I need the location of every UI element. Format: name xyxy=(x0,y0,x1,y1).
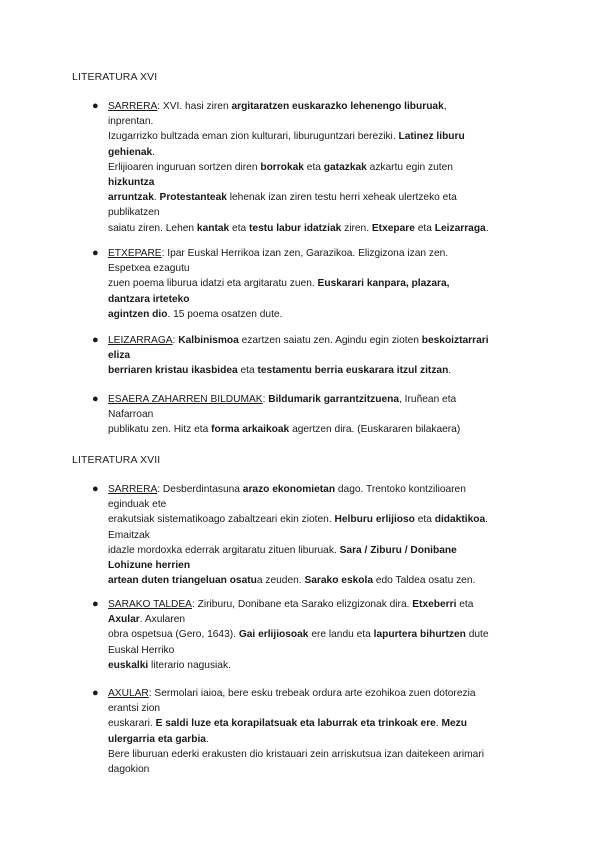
bold-term: Mezu xyxy=(441,718,467,730)
bold-term: arruntzak xyxy=(108,192,154,204)
text-run: Emaitzak xyxy=(108,529,150,541)
text-line xyxy=(108,348,528,363)
text-run: azkartu egin zuten xyxy=(366,161,453,173)
text-run: Nafarroan xyxy=(108,409,154,421)
text-line xyxy=(108,129,528,144)
text-line xyxy=(108,392,528,407)
bold-term: Etxepare xyxy=(371,222,415,234)
text-run: . xyxy=(435,718,442,730)
text-run: lehenak izan ziren testu herri xeheak ulertzeko eta xyxy=(226,192,457,204)
item-title: LEIZARRAGA xyxy=(108,335,173,346)
text-run: . Axularen xyxy=(139,614,186,626)
text-line xyxy=(108,747,528,762)
text-run: agertzen dira. (Euskararen bilakaera) xyxy=(289,424,461,436)
bold-term: arazo ekonomietan xyxy=(242,484,336,495)
section-heading: LITERATURA XVI xyxy=(72,71,158,83)
text-line xyxy=(108,276,528,291)
text-run: erakutsiak sistematikoago zabaltzeari ekin zioten. xyxy=(108,514,335,526)
text-run: eta xyxy=(229,222,250,234)
text-run: , xyxy=(443,101,447,112)
text-run: Erlijioaren inguruan sortzen diren xyxy=(108,161,261,173)
text-run: : xyxy=(172,335,179,346)
text-run: eta xyxy=(414,514,435,526)
text-run: eginduak ete xyxy=(108,499,167,511)
bullet-icon: ● xyxy=(92,247,99,259)
text-run: literario nagusiak. xyxy=(148,659,231,671)
bullet-icon: ● xyxy=(92,483,99,495)
text-line xyxy=(108,246,528,261)
text-line xyxy=(108,307,528,322)
text-run: Bere liburuan ederki erakusten dio kristauari zein arriskutsua izan daitekeen arimari xyxy=(108,748,484,760)
list-item xyxy=(92,99,528,236)
text-line xyxy=(108,701,528,716)
bold-term: Bildumarik garrantzitzuena xyxy=(268,394,400,405)
bold-term: Euskarari kanpara, plazara, xyxy=(317,278,450,290)
text-run: dute xyxy=(465,629,489,641)
bold-term: beskoiztarrari xyxy=(421,335,489,346)
text-line xyxy=(108,762,528,777)
bold-term: Lohizune herrien xyxy=(108,560,191,572)
bold-term: gatazkak xyxy=(323,161,367,173)
bold-term: E saldi luze eta korapilatsuak eta laburrak eta trinkoak ere xyxy=(155,718,436,730)
item-title: ESAERA ZAHARREN BILDUMAK xyxy=(108,394,263,405)
text-run: ere landu eta xyxy=(308,629,374,641)
text-line xyxy=(108,543,528,558)
text-run: ziren. xyxy=(341,222,372,234)
text-line xyxy=(108,422,528,437)
text-run: : Ziriburu, Donibane eta Sarako elizgizonak dira. xyxy=(191,599,413,610)
item-title: SARRERA xyxy=(108,101,158,112)
text-line xyxy=(108,99,528,114)
bullet-icon: ● xyxy=(92,334,99,346)
text-run: : XVI. hasi ziren xyxy=(157,101,232,112)
text-line xyxy=(108,643,528,658)
bold-term: dantzara irteteko xyxy=(108,293,190,305)
text-run: obra ospetsua (Gero, 1643). xyxy=(108,629,239,641)
text-line xyxy=(108,612,528,627)
text-run: inprentan. xyxy=(108,116,154,128)
bold-term: eliza xyxy=(108,350,131,362)
section-heading: LITERATURA XVII xyxy=(72,454,161,466)
list-item xyxy=(92,482,528,588)
text-line xyxy=(108,221,528,236)
bold-term: Latinez liburu xyxy=(398,131,465,143)
bold-term: Leizarraga xyxy=(434,222,486,234)
bullet-icon: ● xyxy=(92,100,99,112)
text-line xyxy=(108,686,528,701)
text-run: publikatu zen. Hitz eta xyxy=(108,424,212,436)
bold-term: Gai erlijiosoak xyxy=(238,629,309,641)
text-run: edo Taldea osatu zen. xyxy=(373,575,476,587)
bold-term: argitaratzen euskarazko lehenengo liburuak xyxy=(231,101,444,112)
text-run: dagokion xyxy=(108,764,150,776)
bold-term: euskalki xyxy=(108,659,149,671)
bullet-icon: ● xyxy=(92,687,99,699)
text-run: publikatzen xyxy=(108,207,160,219)
text-line xyxy=(108,145,528,160)
bold-term: forma arkaikoak xyxy=(211,424,290,436)
list-item xyxy=(92,597,528,673)
bold-term: Sara / Ziburu / Donibane xyxy=(339,544,457,556)
text-run: Izugarrizko bultzada eman zion kulturari, liburuguntzari bereziki. xyxy=(108,131,399,143)
text-run: a zeuden. xyxy=(256,575,305,587)
text-run: idazle mordoxka ederrak argitaratu zituen liburuak. xyxy=(108,544,340,556)
text-line xyxy=(108,114,528,129)
item-title: ETXEPARE xyxy=(108,248,162,259)
bold-term: hizkuntza xyxy=(108,177,155,189)
text-line xyxy=(108,190,528,205)
text-run: Espetxea ezagutu xyxy=(108,263,190,275)
list-item xyxy=(92,333,528,379)
text-run: . 15 poema osatzen dute. xyxy=(167,308,283,320)
text-line xyxy=(108,558,528,573)
list-item xyxy=(92,686,528,777)
text-run: ezartzen saiatu zen. Agindu egin zioten xyxy=(238,335,422,346)
bold-term: ulergarria eta garbia xyxy=(108,733,206,745)
bold-term: lapurtera bihurtzen xyxy=(373,629,466,641)
bold-term: testu labur idatziak xyxy=(249,222,342,234)
text-run: eta xyxy=(456,599,474,610)
bold-term: artean duten triangeluan osatu xyxy=(108,575,257,587)
text-line xyxy=(108,497,528,512)
bold-term: testamentu berria euskarara itzul zitzan xyxy=(257,365,449,377)
text-line xyxy=(108,175,528,190)
text-run: . xyxy=(485,514,488,526)
text-run: erantsi zion xyxy=(108,703,161,715)
text-line xyxy=(108,363,528,378)
text-run: saiatu ziren. Lehen xyxy=(108,222,197,234)
text-run: : Desberdintasuna xyxy=(157,484,243,495)
bold-term: Axular xyxy=(108,614,140,626)
bullet-icon: ● xyxy=(92,393,99,405)
text-line xyxy=(108,407,528,422)
text-line xyxy=(108,597,528,612)
text-line xyxy=(108,716,528,731)
text-run: euskarari. xyxy=(108,718,156,730)
text-line xyxy=(108,512,528,527)
text-line xyxy=(108,292,528,307)
text-run: dago. Trentoko kontzilioaren xyxy=(335,484,466,495)
text-line xyxy=(108,658,528,673)
text-run: : Sermolari iaioa, bere esku trebeak ordura arte ezohikoa zuen dotorezia xyxy=(148,688,476,699)
bold-term: gehienak xyxy=(108,146,153,158)
text-line xyxy=(108,732,528,747)
text-run: eta xyxy=(303,161,324,173)
text-line xyxy=(108,205,528,220)
bold-term: berriaren kristau ikasbidea xyxy=(108,365,238,377)
bold-term: didaktikoa xyxy=(434,514,486,526)
text-run: . xyxy=(153,192,160,204)
bold-term: Kalbinismoa xyxy=(178,335,239,346)
text-run: . xyxy=(152,146,156,158)
text-line xyxy=(108,528,528,543)
text-line xyxy=(108,482,528,497)
bold-term: Helburu erlijioso xyxy=(334,514,415,526)
text-run: : xyxy=(262,394,269,405)
text-run: Euskal Herriko xyxy=(108,644,175,656)
text-run: . xyxy=(485,222,489,234)
text-run: zuen poema liburua idatzi eta argitaratu zuen. xyxy=(108,278,318,290)
bold-term: Etxeberri xyxy=(412,599,457,610)
bullet-icon: ● xyxy=(92,598,99,610)
bold-term: Sarako eskola xyxy=(304,575,373,587)
text-line xyxy=(108,573,528,588)
text-line xyxy=(108,160,528,175)
bold-term: kantak xyxy=(196,222,230,234)
text-run: . xyxy=(448,365,452,377)
item-title: SARRERA xyxy=(108,484,158,495)
text-run: eta xyxy=(414,222,435,234)
list-item xyxy=(92,392,528,438)
text-run: eta xyxy=(237,365,258,377)
text-line xyxy=(108,627,528,642)
text-run: , Iruñean eta xyxy=(399,394,457,405)
bold-term: borrokak xyxy=(260,161,304,173)
item-title: AXULAR xyxy=(108,688,149,699)
text-run: : Ipar Euskal Herrikoa izan zen, Garazikoa. Elizgizona izan zen. xyxy=(161,248,449,259)
text-line xyxy=(108,261,528,276)
text-line xyxy=(108,333,528,348)
item-title: SARAKO TALDEA xyxy=(108,599,192,610)
bold-term: Protestanteak xyxy=(159,192,227,204)
list-item xyxy=(92,246,528,322)
bold-term: agintzen dio xyxy=(108,308,168,320)
text-run: . xyxy=(205,733,209,745)
